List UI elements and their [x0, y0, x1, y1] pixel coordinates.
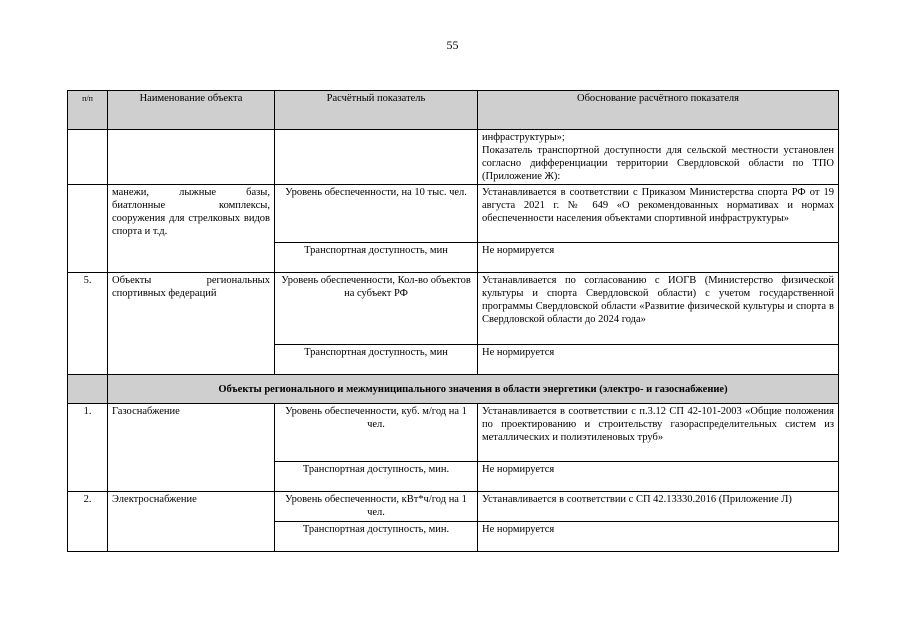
cell-indicator: Уровень обеспеченности, кВт*ч/год на 1 чел. [275, 492, 478, 522]
cell-num [68, 185, 108, 273]
cell-basis: Устанавливается в соответствии с СП 42.13330.2016 (Приложение Л) [478, 492, 839, 522]
cell-num [68, 130, 108, 185]
cell-name: Газоснабжение [108, 404, 275, 492]
cell-indicator: Уровень обеспеченности, Кол-во объектов на субъект РФ [275, 273, 478, 345]
section-title: Объекты регионального и межмуниципального значения в области энергетики (электро- и газоснабжение) [108, 375, 839, 404]
cell-transport-indicator: Транспортная доступность, мин. [275, 462, 478, 492]
cell-basis: Устанавливается по согласованию с ИОГВ (Министерство физической культуры и спорта Свердловской области) с учетом государственной программы Свердловской области «Развитие физической культуры и спорта в Свердловской области до 2024 года» [478, 273, 839, 345]
basis-line: инфраструктуры»; [482, 132, 565, 143]
table-row [68, 185, 839, 243]
cell-transport-indicator: Транспортная доступность, мин [275, 345, 478, 375]
cell-name: манежи, лыжные базы, биатлонные комплексы, сооружения для стрелковых видов спорта и т.д. [108, 185, 275, 273]
header-indicator: Расчётный показатель [275, 91, 478, 130]
cell-basis: Устанавливается в соответствии с Приказом Министерства спорта РФ от 19 августа 2021 г. № 649 «О рекомендованных нормативах и нормах обеспеченности населения объектами спортивной инфраструктуры» [478, 185, 839, 243]
table-row [68, 404, 839, 462]
table-row [68, 492, 839, 522]
table-header-row [68, 91, 839, 130]
table-row [68, 130, 839, 185]
header-num: п/п [68, 91, 108, 130]
cell-num: 1. [68, 404, 108, 492]
cell-num: 2. [68, 492, 108, 552]
header-basis: Обоснование расчётного показателя [478, 91, 839, 130]
cell-name [108, 130, 275, 185]
cell-indicator [275, 130, 478, 185]
cell-transport-basis: Не нормируется [478, 522, 839, 552]
cell-transport-basis: Не нормируется [478, 243, 839, 273]
standards-table [67, 90, 839, 552]
cell-transport-indicator: Транспортная доступность, мин. [275, 522, 478, 552]
table-row [68, 273, 839, 345]
section-row [68, 375, 839, 404]
cell-indicator: Уровень обеспеченности, на 10 тыс. чел. [275, 185, 478, 243]
cell-indicator: Уровень обеспеченности, куб. м/год на 1 чел. [275, 404, 478, 462]
cell-basis: Устанавливается в соответствии с п.3.12 СП 42-101-2003 «Общие положения по проектированию и строительству газораспределительных систем из металлических и полиэтиленовых труб» [478, 404, 839, 462]
cell-name: Электроснабжение [108, 492, 275, 552]
cell-num: 5. [68, 273, 108, 375]
cell-transport-basis: Не нормируется [478, 345, 839, 375]
cell-basis [478, 130, 839, 185]
header-name: Наименование объекта [108, 91, 275, 130]
cell-transport-indicator: Транспортная доступность, мин [275, 243, 478, 273]
section-blank-cell [68, 375, 108, 404]
cell-name: Объекты региональных спортивных федераций [108, 273, 275, 375]
page-number: 55 [446, 38, 459, 52]
basis-text: Показатель транспортной доступности для сельской местности установлен согласно дифференциации территории Свердловской области по ТПО (Приложение Ж): [482, 145, 834, 182]
cell-transport-basis: Не нормируется [478, 462, 839, 492]
